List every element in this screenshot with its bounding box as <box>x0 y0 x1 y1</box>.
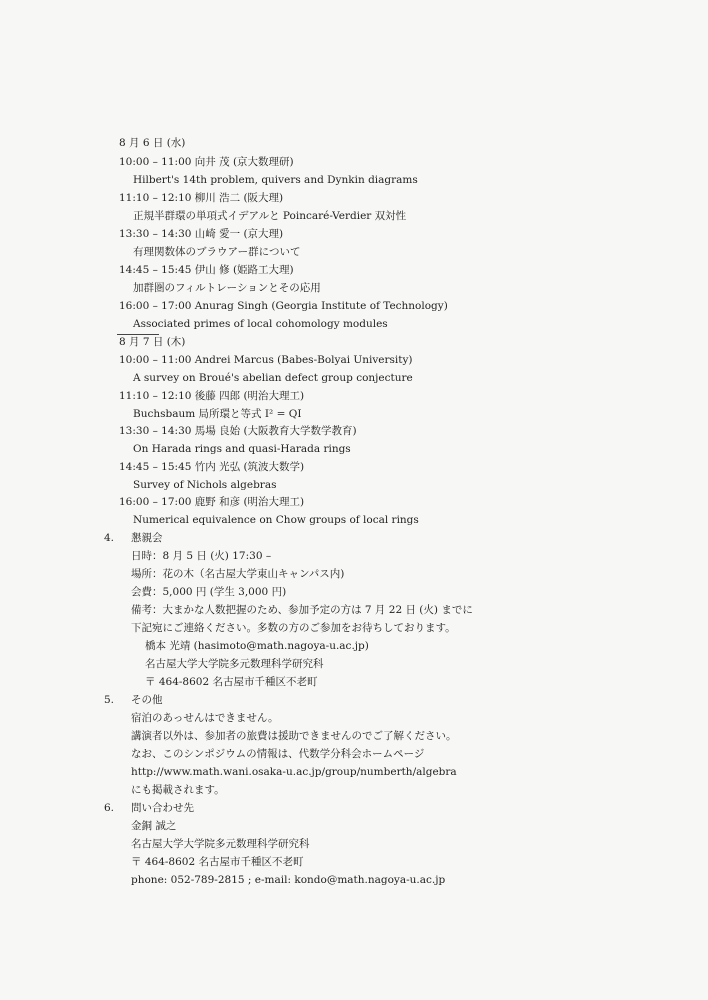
section4-line1: 日時：8 月 5 日 (火) 17:30 – <box>131 550 272 562</box>
day1-talk1-title: Hilbert's 14th problem, quivers and Dynkin diagrams <box>133 174 418 186</box>
section6-heading: 問い合わせ先 <box>131 802 194 814</box>
day2-talk5-slot: 16:00 – 17:00 鹿野 和彦 (明治大理工) <box>119 496 305 508</box>
section5-line2: 講演者以外は、参加者の旅費は援助できませんのでご了解ください。 <box>131 730 457 742</box>
day1-talk4-slot: 14:45 – 15:45 伊山 修 (姫路工大理) <box>119 264 294 276</box>
day1-talk1-slot: 10:00 – 11:00 向井 茂 (京大数理研) <box>119 156 294 168</box>
day1-talk4-title: 加群圏のフィルトレーションとその応用 <box>133 282 321 294</box>
section6-contact-affiliation: 名古屋大学大学院多元数理科学研究科 <box>131 838 310 850</box>
day1-talk2-title: 正規半群環の単項式イデアルと Poincaré-Verdier 双対性 <box>133 210 407 222</box>
section4-contact-affiliation: 名古屋大学大学院多元数理科学研究科 <box>145 658 324 670</box>
section4-number: 4. <box>104 532 115 544</box>
section4-line2: 場所：花の木（名古屋大学東山キャンパス内) <box>131 568 345 580</box>
day2-talk1-slot: 10:00 – 11:00 Andrei Marcus (Babes-Bolyai University) <box>119 354 413 366</box>
section6-contact-address: 〒 464-8602 名古屋市千種区不老町 <box>131 856 304 868</box>
section4-contact-address: 〒 464-8602 名古屋市千種区不老町 <box>145 676 318 688</box>
day2-talk3-title: On Harada rings and quasi-Harada rings <box>133 443 351 455</box>
section4-heading: 懇親会 <box>131 532 163 544</box>
day2-talk4-slot: 14:45 – 15:45 竹内 光弘 (筑波大数学) <box>119 461 305 473</box>
day1-talk3-title: 有理関数体のブラウアー群について <box>133 246 301 258</box>
section6-number: 6. <box>104 802 115 814</box>
section5-line1: 宿泊のあっせんはできません。 <box>131 712 279 724</box>
day1-talk2-slot: 11:10 – 12:10 柳川 浩二 (阪大理) <box>119 192 284 204</box>
section4-line3: 会費：5,000 円 (学生 3,000 円) <box>131 586 287 598</box>
day2-talk4-title: Survey of Nichols algebras <box>133 479 277 491</box>
section5-line5: にも掲載されます。 <box>131 784 225 796</box>
day1-talk5-title: Associated primes of local cohomology modules <box>133 318 388 330</box>
day2-talk5-title: Numerical equivalence on Chow groups of local rings <box>133 514 419 526</box>
section4-line5: 下記宛にご連絡ください。多数の方のご参加をお待ちしております。 <box>131 622 456 634</box>
section5-number: 5. <box>104 694 115 706</box>
day2-date: 8 月 7 日 (木) <box>119 336 186 348</box>
section5-url: http://www.math.wani.osaka-u.ac.jp/group/numberth/algebra <box>131 766 457 778</box>
day2-talk2-title: Buchsbaum 局所環と等式 I² = QI <box>133 408 302 420</box>
section4-contact-name: 橋本 光靖 (hasimoto@math.nagoya-u.ac.jp) <box>145 640 369 652</box>
day1-talk5-slot: 16:00 – 17:00 Anurag Singh (Georgia Institute of Technology) <box>119 300 448 312</box>
day2-talk2-slot: 11:10 – 12:10 後藤 四郎 (明治大理工) <box>119 390 305 402</box>
section6-contact-name: 金銅 誠之 <box>131 820 177 832</box>
section4-line4: 備考：大まかな人数把握のため、参加予定の方は 7 月 22 日 (火) までに <box>131 604 473 616</box>
section6-contact-phone-email: phone: 052-789-2815 ; e-mail: kondo@math.nagoya-u.ac.jp <box>131 874 446 886</box>
section5-heading: その他 <box>131 694 163 706</box>
day2-talk3-slot: 13:30 – 14:30 馬場 良始 (大阪教育大学数学教育) <box>119 425 357 437</box>
day1-talk3-slot: 13:30 – 14:30 山崎 愛一 (京大理) <box>119 228 284 240</box>
day1-date: 8 月 6 日 (水) <box>119 137 186 149</box>
day2-talk1-title: A survey on Broué's abelian defect group conjecture <box>133 372 413 384</box>
section5-line3: なお、このシンポジウムの情報は、代数学分科会ホームページ <box>131 748 425 760</box>
